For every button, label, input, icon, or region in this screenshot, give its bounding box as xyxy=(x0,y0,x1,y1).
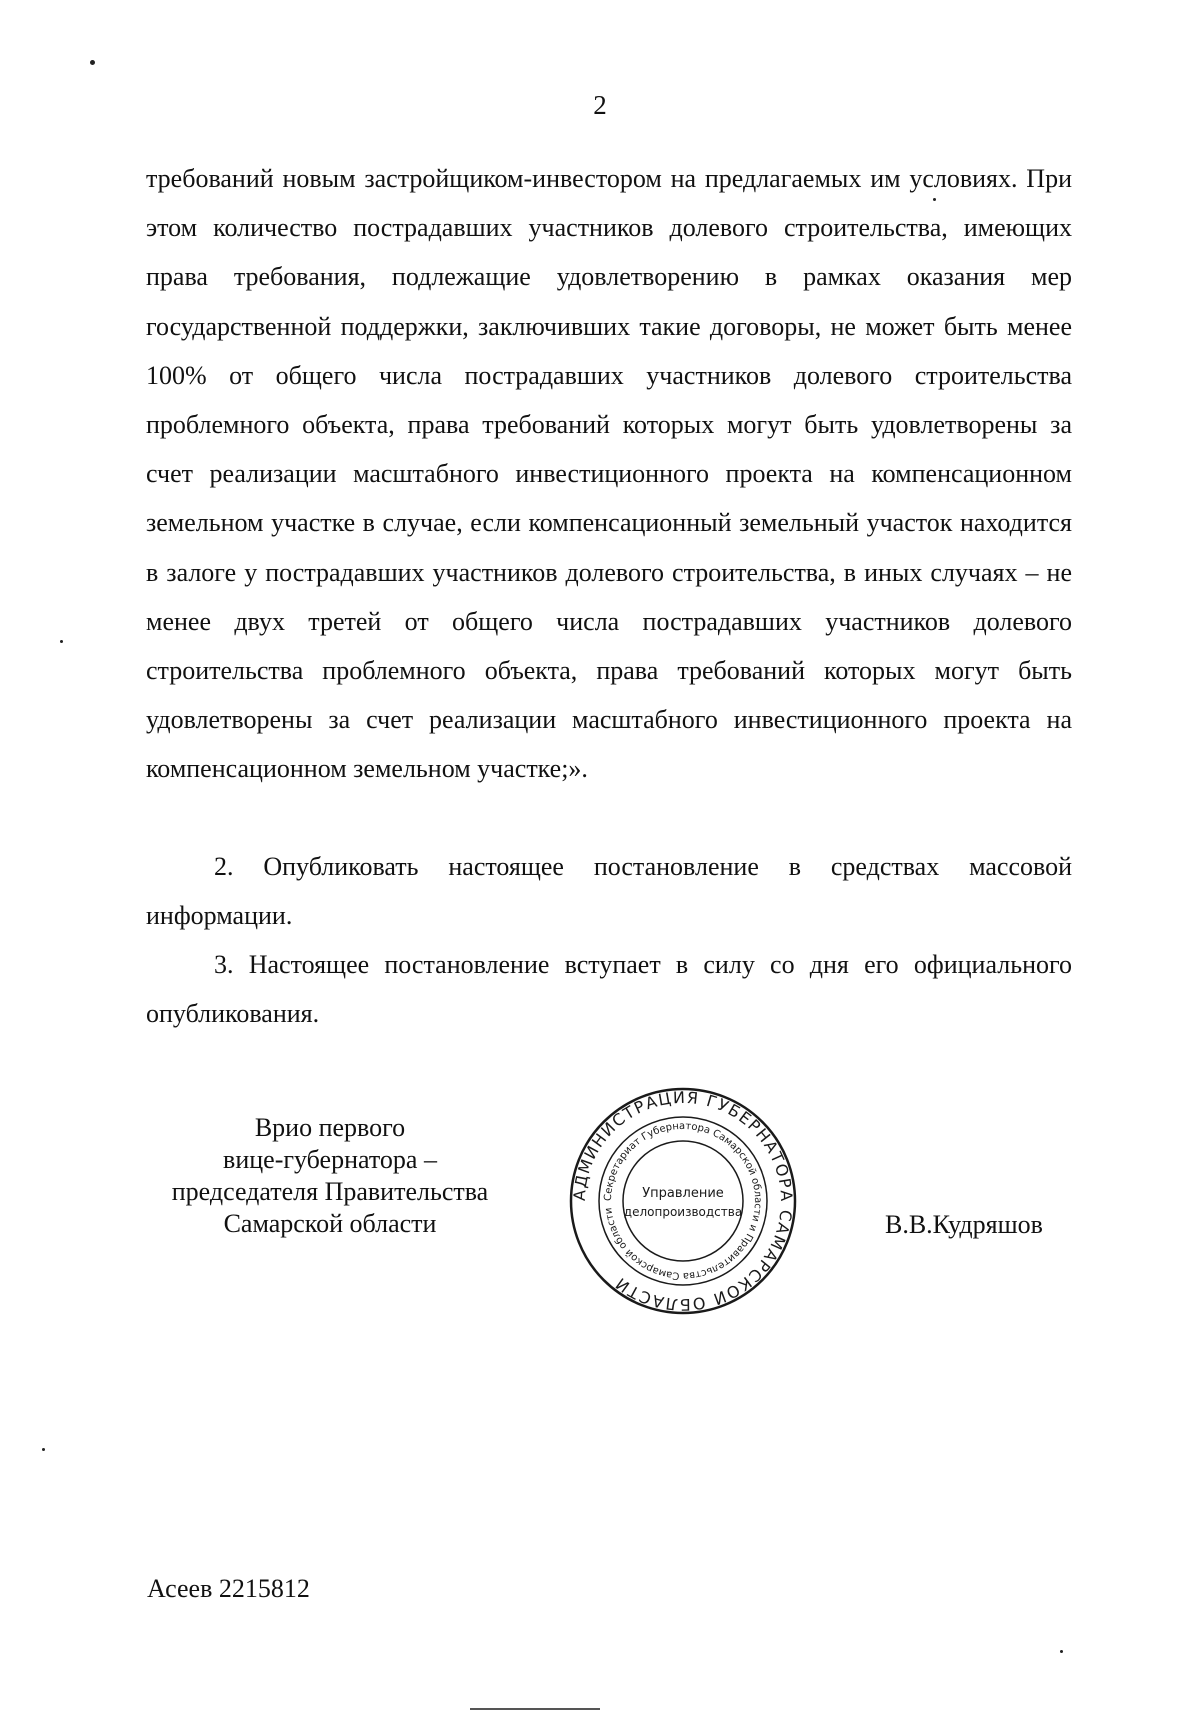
stamp-inner-text: Секретариат Губернатора Самарской области и Правительства Самарской области xyxy=(602,1120,764,1282)
stamp-center-line-2: делопроизводства xyxy=(623,1205,743,1219)
stamp-outer-text: АДМИНИСТРАЦИЯ ГУБЕРНАТОРА САМАРСКОЙ ОБЛАСТИ xyxy=(569,1087,797,1315)
signatory-name: В.В.Кудряшов xyxy=(885,1210,1043,1239)
signatory-position-line-1: Врио первого xyxy=(254,1113,406,1142)
item-2-container xyxy=(146,842,1072,940)
intro-paragraph: требований новым застройщиком-инвестором на предлагаемых им условиях. При этом количество пострадавших участников долевого строительства, имеющих права требования, подлежащие удовлетворению в рамках оказания мер государственной поддержки, заключивших такие договоры, не может быть менее 100% от общего числа пострадавших участников долевого строительства проблемного объекта, права требований которых могут быть удовлетворены за счет реализации масштабного инвестиционного проекта на компенсационном земельном участке в случае, если компенсационный земельный участок находится в залоге у пострадавших участников долевого строительства, в иных случаях – не менее двух третей от общего числа пострадавших участников долевого строительства проблемного объекта, права требований которых могут быть удовлетворены за счет реализации масштабного инвестиционного проекта на компенсационном земельном участке;». xyxy=(146,164,1072,784)
official-stamp xyxy=(568,1086,798,1316)
publication-paragraph: 2. Опубликовать настоящее постановление в средствах массовой информации. xyxy=(146,852,1072,931)
signatory-position-line-4: Самарской области xyxy=(223,1209,437,1238)
item-3-container xyxy=(146,940,1072,1038)
scan-mark xyxy=(933,198,936,201)
stamp-center-line-1: Управление xyxy=(642,1186,724,1201)
scan-mark xyxy=(90,60,95,65)
scan-mark xyxy=(60,640,63,643)
bottom-edge-line xyxy=(470,1708,600,1710)
executor-note: Асеев 2215812 xyxy=(147,1574,310,1603)
scan-mark xyxy=(1060,1650,1063,1653)
stamp-middle-ring xyxy=(599,1117,767,1285)
page-number: 2 xyxy=(593,90,607,120)
signatory-position-line-3: председателя Правительства xyxy=(171,1177,489,1206)
scan-mark xyxy=(42,1448,45,1451)
effective-date-paragraph: 3. Настоящее постановление вступает в силу со дня его официального опубликования. xyxy=(146,950,1072,1029)
stamp-inner-ring xyxy=(623,1141,743,1261)
intro-paragraph-container xyxy=(146,154,1072,794)
signatory-position xyxy=(145,1112,515,1240)
signatory-position-line-2: вице-губернатора – xyxy=(223,1145,437,1174)
